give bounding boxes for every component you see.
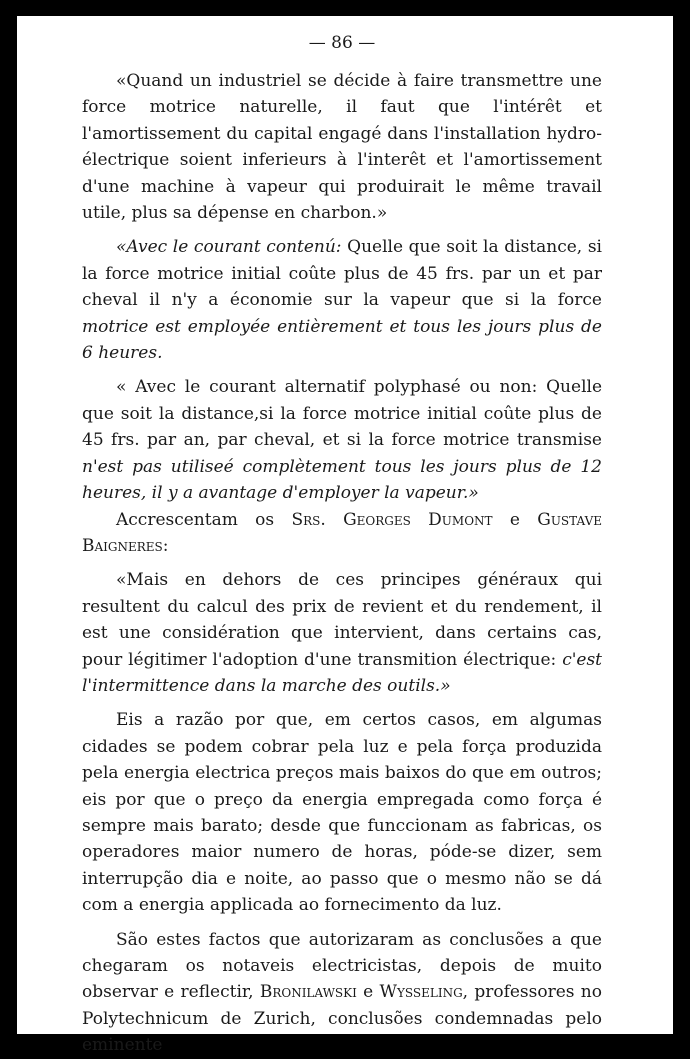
quote-4-text: «Mais en dehors de ces principes généraux qui resultent du calcul des prix de revient et du rendement, il est une considération que intervient, dans certains cas, pour légitimer l'adoption d'une transmition électrique: <box>82 570 602 670</box>
author-name-baigneres: Gustave Baigneres <box>82 509 602 556</box>
authors-colon: : <box>162 535 169 556</box>
paragraph-body-2 <box>82 927 602 1059</box>
body-2-text: São estes factos que autorizaram as conclusões a que chegaram os notaveis electricistas, depois de muito observar e reflectir, <box>82 929 602 1003</box>
paragraph-quote-2 <box>82 234 602 366</box>
author-name-dumont: Georges Dumont <box>343 509 493 530</box>
quote-2-text: Quelle que soit la distance, si la force motrice initial coûte plus de 45 frs. par un et par cheval il n'y a économie sur la vapeur que si la force <box>82 237 602 311</box>
quote-2-italic-end: motrice est employée entièrement et tous les jours plus de 6 heures. <box>82 316 602 364</box>
author-name-wysseling: Wysseling <box>379 982 463 1003</box>
page-text-block <box>82 30 602 1059</box>
document-page <box>17 16 673 1056</box>
authors-srs: Srs. <box>291 509 326 530</box>
quote-4-italic: c'est l'intermittence dans la marche des outils.» <box>82 649 602 696</box>
paragraph-authors <box>82 507 602 560</box>
paragraph-quote-3 <box>82 374 602 506</box>
author-name-bronilawski: Bronilawski <box>259 982 357 1003</box>
body-2-conj: e <box>356 982 380 1003</box>
body-1-text: Eis a razão por que, em certos casos, em algumas cidades se podem cobrar pela luz e pela força produzida pela energia electrica preços mais baixos do que em outros; eis por que o preço da energia empregada como força é sempre mais barato; desde que funccionam as fabricas, os operadores maior numero de horas, póde-se dizer, sem interrupção dia e noite, ao passo que o mesmo não se dá com a energia applicada ao fornecimento da luz. <box>82 710 602 916</box>
quote-1-text: «Quand un industriel se décide à faire transmettre une force motrice naturelle, il faut que l'intérêt et l'amortissement du capital engagé dans l'installation hydro-électrique soient inferieurs à l'interêt et l'amortissement d'une machine à vapeur qui produirait le même travail utile, plus sa dépense en charbon.» <box>82 71 602 224</box>
body-2-end: , professores no Polytechnicum de Zurich, conclusões condemnadas pelo eminente <box>82 982 602 1056</box>
authors-space <box>326 510 343 530</box>
paragraph-body-1 <box>82 707 602 918</box>
paragraph-quote-4 <box>82 567 602 699</box>
page-number: — 86 — <box>308 33 376 53</box>
authors-conj: e <box>492 509 538 530</box>
quote-3-text: « Avec le courant alternatif polyphasé ou non: Quelle que soit la distance,si la force motrice initial coûte plus de 45 frs. par an, par cheval, et si la force motrice transmise <box>82 377 602 451</box>
authors-intro: Accrescentam os <box>116 509 292 530</box>
paragraph-quote-1 <box>82 68 602 226</box>
quote-3-italic: n'est pas utiliseé complètement tous les jours plus de 12 heures, il y a avantage d'employer la vapeur.» <box>82 456 602 504</box>
quote-2-heading: «Avec le courant contenú: <box>116 237 342 258</box>
